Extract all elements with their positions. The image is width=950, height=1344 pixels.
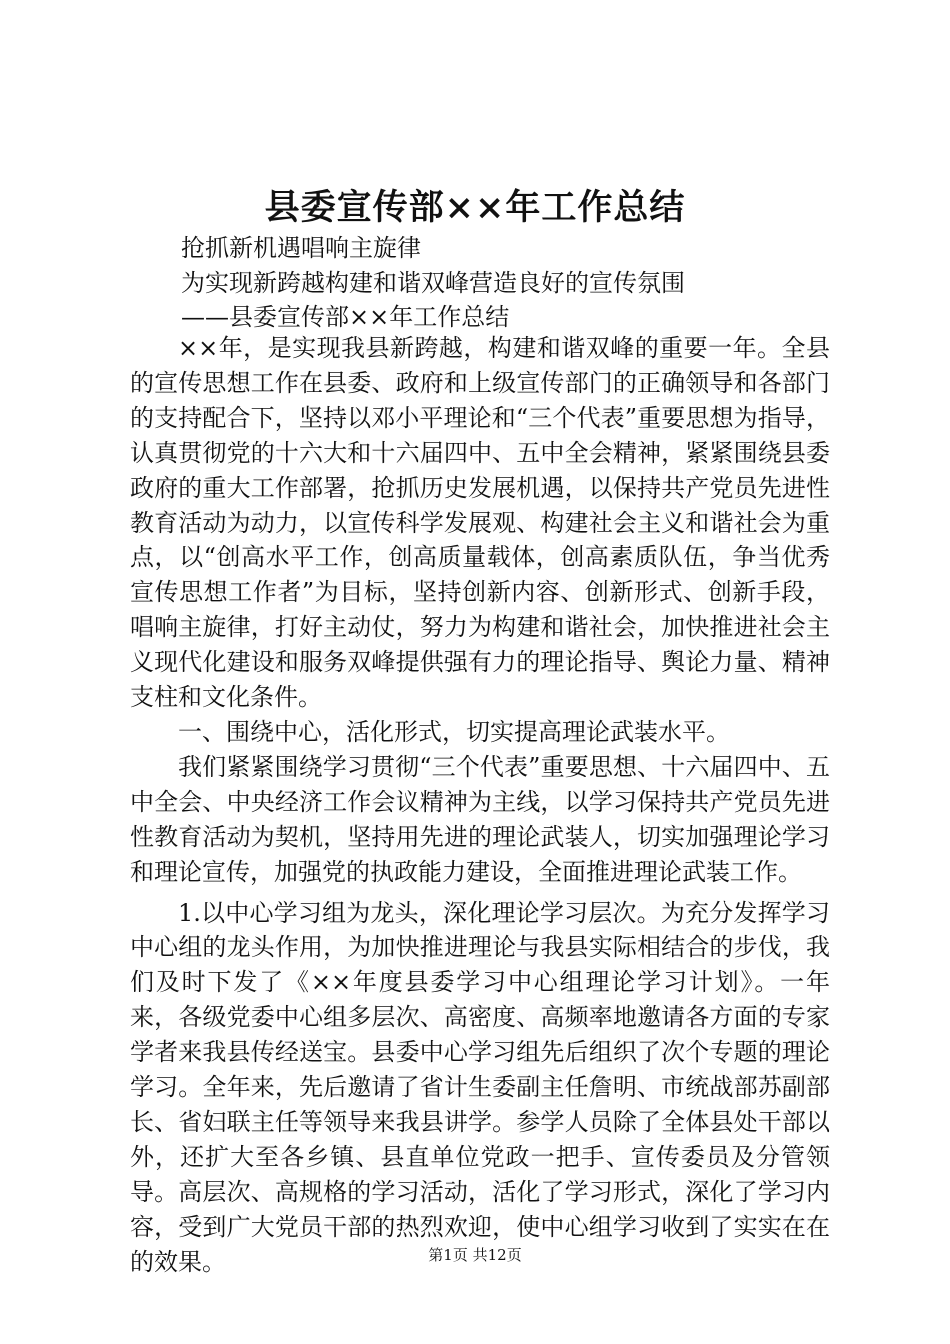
subtitle-line-1: 抢抓新机遇唱响主旋律	[181, 234, 421, 262]
paragraph-section-1: 我们紧紧围绕学习贯彻“三个代表”重要思想、十六届四中、五中全会、中央经济工作会议精神为主线，以学习保持共产党员先进性教育活动为契机，坚持用先进的理论武装人，切实加强理论学习和理论宣传，加强党的执政能力建设，全面推进理论武装工作。	[130, 752, 830, 886]
subtitle-line-2: 为实现新跨越构建和谐双峰营造良好的宣传氛围	[181, 269, 685, 297]
paragraph-intro: ××年，是实现我县新跨越，构建和谐双峰的重要一年。全县的宣传思想工作在县委、政府和上级宣传部门的正确领导和各部门的支持配合下，坚持以邓小平理论和“三个代表”重要思想为指导，认真贯彻党的十六大和十六届四中、五中全会精神，紧紧围绕县委政府的重大工作部署，抢抓历史发展机遇，以保持共产党员先进性教育活动为动力，以宣传科学发展观、构建社会主义和谐社会为重点，以“创高水平工作，创高质量载体，创高素质队伍，争当优秀宣传思想工作者”为目标，坚持创新内容、创新形式、创新手段，唱响主旋律，打好主动仗，努力为构建和谐社会，加快推进社会主义现代化建设和服务双峰提供强有力的理论指导、舆论力量、精神支柱和文化条件。	[130, 334, 830, 712]
subtitle-line-3: ——县委宣传部××年工作总结	[181, 303, 510, 331]
page-footer: 第1页 共12页	[428, 1246, 522, 1264]
paragraph-item-1: 1.以中心学习组为龙头，深化理论学习层次。为充分发挥学习中心组的龙头作用，为加快推进理论与我县实际相结合的步伐，我们及时下发了《××年度县委学习中心组理论学习计划》。一年来，各级党委中心组多层次、高密度、高频率地邀请各方面的专家学者来我县传经送宝。县委中心学习组先后组织了次个专题的理论学习。全年来，先后邀请了省计生委副主任詹明、市统战部苏副部长、省妇联主任等领导来我县讲学。参学人员除了全体县处干部以外，还扩大至各乡镇、县直单位党政一把手、宣传委员及分管领导。高层次、高规格的学习活动，活化了学习形式，深化了学习内容，受到广大党员干部的热烈欢迎，使中心组学习收到了实实在在的效果。	[130, 898, 830, 1276]
section-heading-1: 一、围绕中心，活化形式，切实提高理论武装水平。	[178, 717, 730, 746]
document-title: 县委宣传部××年工作总结	[264, 187, 686, 228]
document-body	[130, 331, 830, 1279]
